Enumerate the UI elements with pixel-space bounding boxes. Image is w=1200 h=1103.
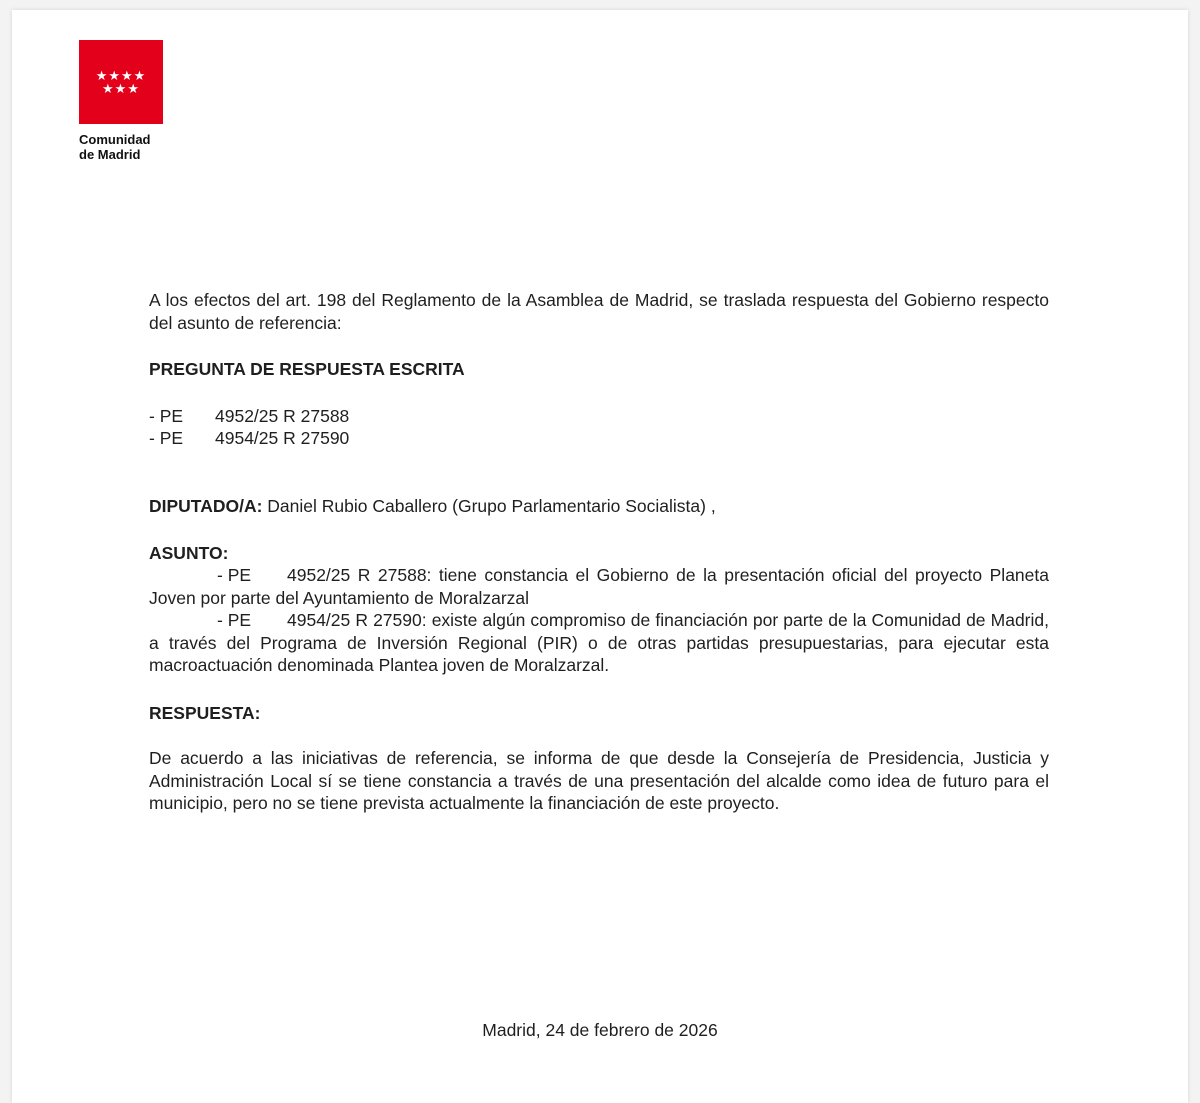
diputado-label: DIPUTADO/A: — [149, 496, 263, 516]
question-item — [149, 427, 349, 450]
logo-stars-icon: ★★★★ — [95, 69, 147, 84]
logo-text-line2: de Madrid — [79, 147, 141, 162]
intro-paragraph: A los efectos del art. 198 del Reglamento de la Asamblea de Madrid, se traslada respuesta del Gobierno respecto del asunto de referencia: — [149, 290, 1049, 333]
logo-text-line1: Comunidad — [79, 132, 151, 147]
footer-date: Madrid, 24 de febrero de 2026 — [482, 1020, 718, 1040]
question-ref: 4954/25 R 27590 — [215, 428, 350, 448]
diputado-line — [149, 495, 716, 518]
asunto-label: ASUNTO: — [149, 543, 229, 563]
logo-stars-icon: ★★★ — [102, 82, 140, 97]
asunto-prefix: - PE — [217, 565, 252, 585]
asunto-item — [149, 564, 1049, 609]
question-ref: 4952/25 R 27588 — [215, 406, 350, 426]
question-prefix: - PE — [149, 406, 184, 426]
respuesta-paragraph: De acuerdo a las iniciativas de referencia, se informa de que desde la Consejería de Presidencia, Justicia y Administración Local sí se tiene constancia a través de una presentación del alcalde como idea de futuro para el municipio, pero no se tiene prevista actualmente la financiación de este proyecto. — [149, 748, 1049, 813]
comunidad-de-madrid-logo — [79, 40, 169, 162]
respuesta-label: RESPUESTA: — [149, 703, 261, 723]
logo-red-square — [79, 40, 163, 124]
document-page — [12, 10, 1188, 1103]
logo-text — [79, 132, 169, 162]
asunto-prefix: - PE — [217, 610, 252, 630]
asunto-text: 4954/25 R 27590: existe algún compromiso de financiación por parte de la Comunidad de Madrid, a través del Programa de Inversión Regional (PIR) o de otras partidas presupuestarias, para ejecutar esta macroactuación denominada Plantea joven de Moralzarzal. — [149, 610, 1049, 675]
section-title: PREGUNTA DE RESPUESTA ESCRITA — [149, 359, 465, 379]
diputado-value: Daniel Rubio Caballero (Grupo Parlamentario Socialista) , — [267, 496, 716, 516]
asunto-item — [149, 609, 1049, 677]
question-prefix: - PE — [149, 428, 184, 448]
question-item — [149, 405, 349, 428]
asunto-text: 4952/25 R 27588: tiene constancia el Gobierno de la presentación oficial del proyecto Planeta Joven por parte del Ayuntamiento de Moralzarzal — [149, 565, 1049, 608]
